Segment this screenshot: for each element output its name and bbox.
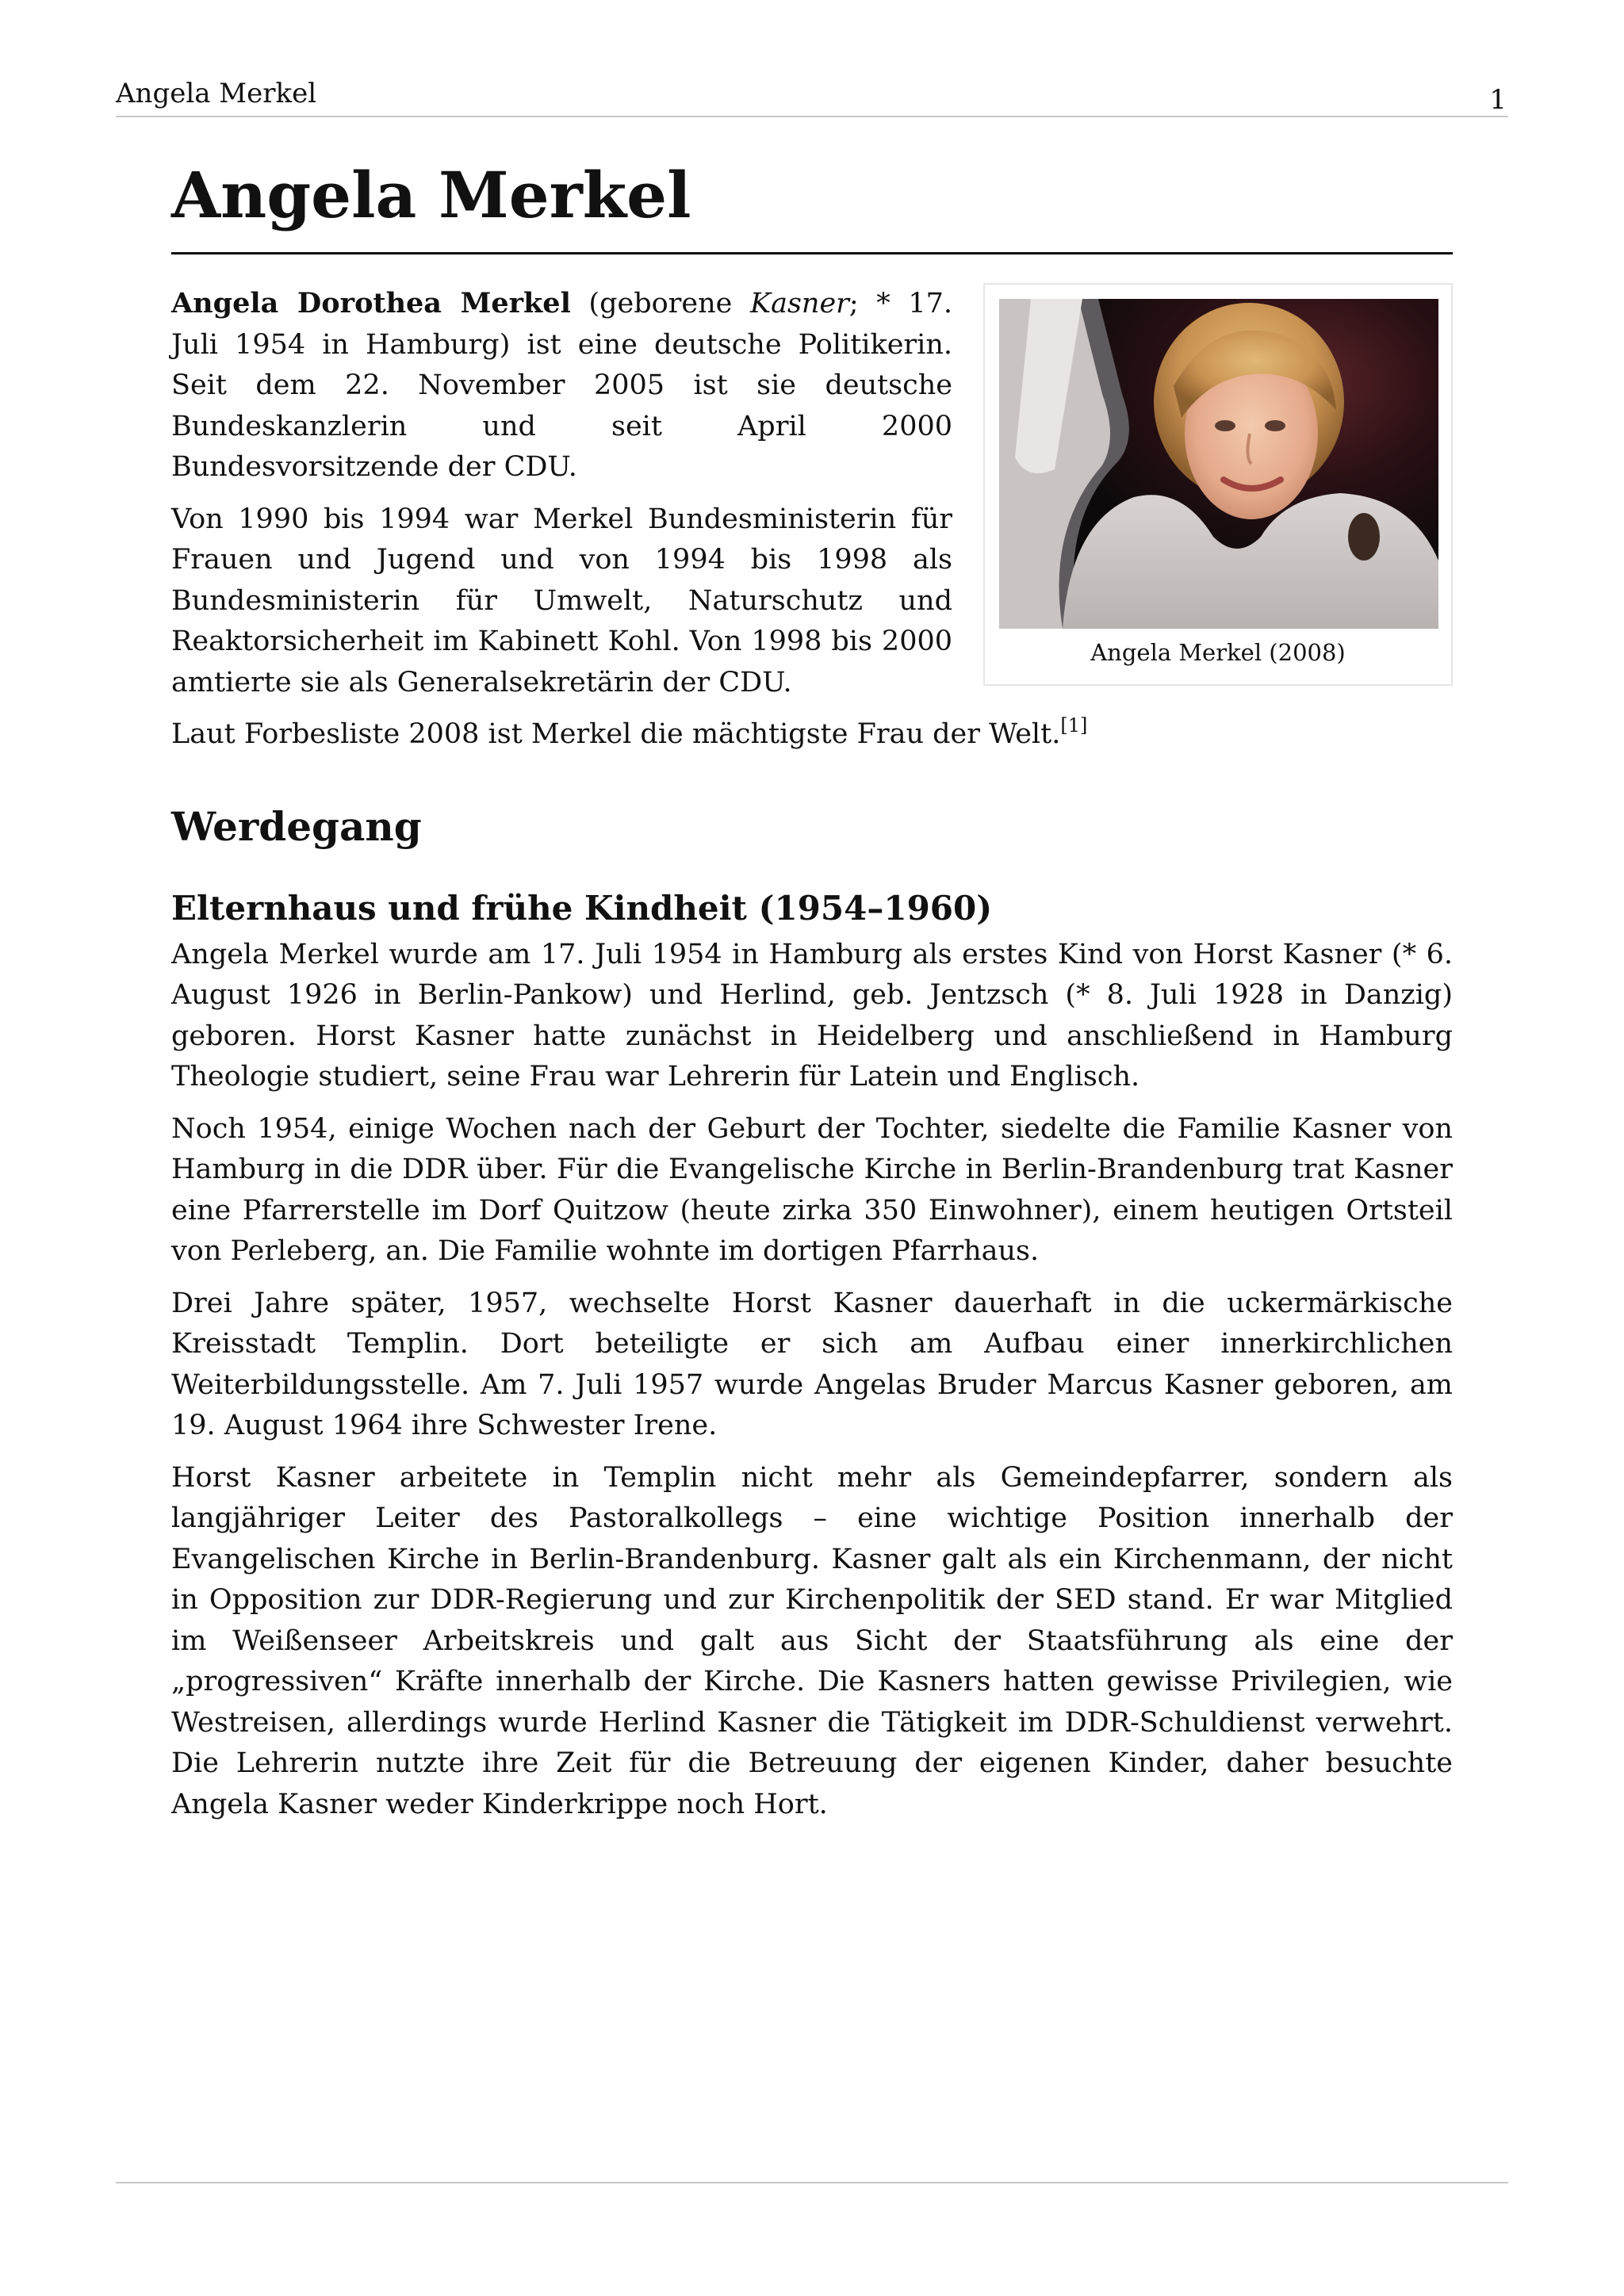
body-paragraph: Horst Kasner arbeitete in Templin nicht mehr als Gemeindepfarrer, sondern als langjähriger Leiter des Pastoralkollegs – eine wichtige Position innerhalb der Evangelischen Kirche in Berlin-Brandenburg. Kasner galt als ein Kirchenmann, der nicht in Opposition zur DDR-Regierung und zur Kirchenpolitik der SED stand. Er war Mitglied im Weißenseer Arbeitskreis und galt aus Sicht der Staatsführung als eine der „progressiven“ Kräfte innerhalb der Kirche. Die Kasners hatten gewisse Privilegien, wie Westreisen, allerdings wurde Herlind Kasner die Tätigkeit im DDR-Schuldienst verwehrt. Die Lehrerin nutzte ihre Zeit für die Betreuung der eigenen Kinder, daher besuchte Angela Kasner weder Kinderkrippe noch Hort. [171, 1461, 1453, 1820]
lead-paragraph-2: Von 1990 bis 1994 war Merkel Bundesministerin für Frauen und Jugend und von 1994 bis 1998 als Bundesministerin für Umwelt, Naturschutz und Reaktorsicherheit im Kabinett Kohl. Von 1998 bis 2000 amtierte sie als Generalsekretärin der CDU. [171, 503, 952, 698]
running-title: Angela Merkel [116, 78, 317, 109]
portrait-figure [983, 283, 1453, 686]
body-paragraph: Angela Merkel wurde am 17. Juli 1954 in Hamburg als erstes Kind von Horst Kasner (* 6. August 1926 in Berlin-Pankow) und Herlind, geb. Jentzsch (* 8. Juli 1928 in Danzig) geboren. Horst Kasner hatte zunächst in Heidelberg und anschließend in Hamburg Theologie studiert, seine Frau war Lehrerin für Latein und Englisch. [171, 938, 1453, 1093]
lead-paragraph-1: Angela Dorothea Merkel (geborene Kasner; * 17. Juli 1954 in Hamburg) ist eine deutsche Politikerin. Seit dem 22. November 2005 ist sie deutsche Bundeskanzlerin und seit April 2000 Bundesvorsitzende der CDU. [171, 287, 952, 483]
figure-caption: Angela Merkel (2008) [1090, 639, 1346, 666]
lead-paragraph-3: Laut Forbesliste 2008 ist Merkel die mächtigste Frau der Welt.[1] [171, 714, 1088, 750]
page-number: 1 [1489, 84, 1507, 116]
portrait-photo[interactable] [999, 299, 1438, 629]
section-heading: Werdegang [171, 802, 422, 850]
body-paragraph: Drei Jahre später, 1957, wechselte Horst Kasner dauerhaft in die uckermärkische Kreisstadt Templin. Dort beteiligte er sich am Aufbau einer innerkirchlichen Weiterbildungsstelle. Am 7. Juli 1957 wurde Angelas Bruder Marcus Kasner geboren, am 19. August 1964 ihre Schwester Irene. [171, 1287, 1453, 1441]
birth-name: Kasner [749, 288, 849, 320]
running-header [116, 76, 1508, 117]
article-body [171, 155, 1453, 1836]
footer-rule [116, 2182, 1508, 2183]
body-paragraph: Noch 1954, einige Wochen nach der Geburt der Tochter, siedelte die Familie Kasner von Hamburg in die DDR über. Für die Evangelische Kirche in Berlin-Brandenburg trat Kasner eine Pfarrerstelle im Dorf Quitzow (heute zirka 350 Einwohner), einem heutigen Ortsteil von Perleberg, an. Die Familie wohnte im dortigen Pfarrhaus. [171, 1112, 1453, 1267]
lead-section [171, 283, 1453, 756]
lead-name: Angela Dorothea Merkel [171, 287, 571, 320]
subsection-heading: Elternhaus und frühe Kindheit (1954–1960) [171, 888, 993, 928]
page-title: Angela Merkel [171, 155, 1453, 254]
portrait-illustration [999, 299, 1438, 629]
reference-link[interactable]: [1] [1060, 714, 1088, 737]
